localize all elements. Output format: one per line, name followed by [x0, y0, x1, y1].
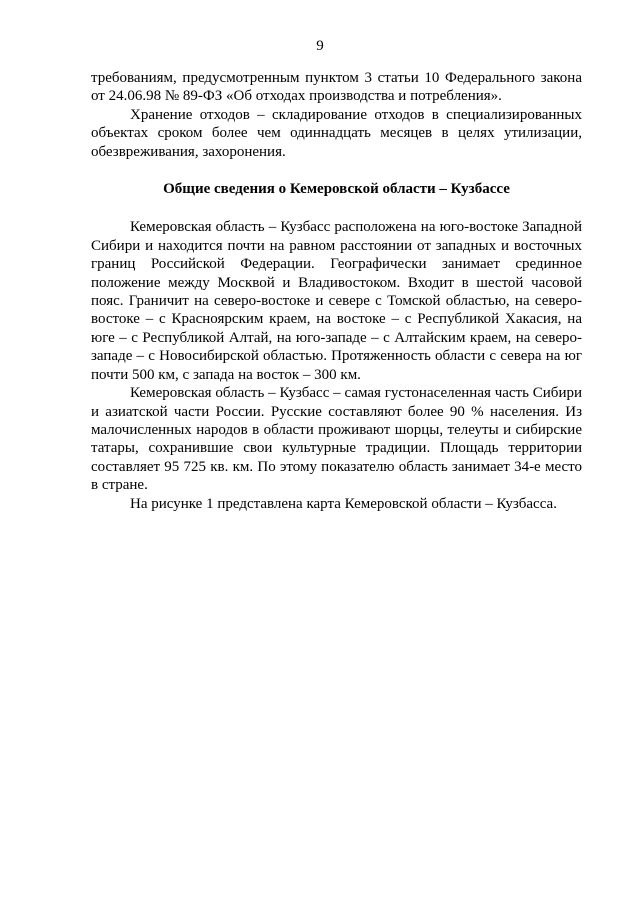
paragraph-waste-storage: Хранение отходов – складирование отходов в специализированных объектах сроком более чем одиннадцать месяцев в целях утилизации, обезвреживания, захоронения.: [91, 106, 582, 160]
page-number: 9: [316, 38, 324, 54]
paragraph-geography: Кемеровская область – Кузбасс расположена на юго-востоке Западной Сибири и находится почти на равном расстоянии от западных и восточных границ Российской Федерации. Географически занимает срединное положение между Москвой и Владивостоком. Входит в шестой часовой пояс. Граничит на северо-востоке и севере с Томской областью, на северо-востоке – с Красноярским краем, на востоке – с Республикой Хакасия, на юге – с Республикой Алтай, на юго-западе – с Алтайским краем, на северо-западе – с Новосибирской областью. Протяженность области с севера на юг почти 500 км, с запада на восток – 300 км.: [91, 219, 582, 383]
page-body: [91, 69, 582, 513]
paragraph-map-reference: На рисунке 1 представлена карта Кемеровской области – Кузбасса.: [130, 495, 557, 512]
section-heading: Общие сведения о Кемеровской области – Кузбассе: [163, 181, 510, 198]
paragraph-population: Кемеровская область – Кузбасс – самая густонаселенная часть Сибири и азиатской части России. Русские составляют более 90 % населения. Из малочисленных народов в области проживают шорцы, телеуты и сибирские татары, сохранившие свои культурные традиции. Площадь территории составляет 95 725 кв. км. По этому показателю область занимает 34-е место в стране.: [91, 385, 582, 494]
paragraph-waste-requirements: требованиям, предусмотренным пунктом 3 статьи 10 Федерального закона от 24.06.98 № 89-ФЗ «Об отходах производства и потребления».: [91, 70, 582, 105]
